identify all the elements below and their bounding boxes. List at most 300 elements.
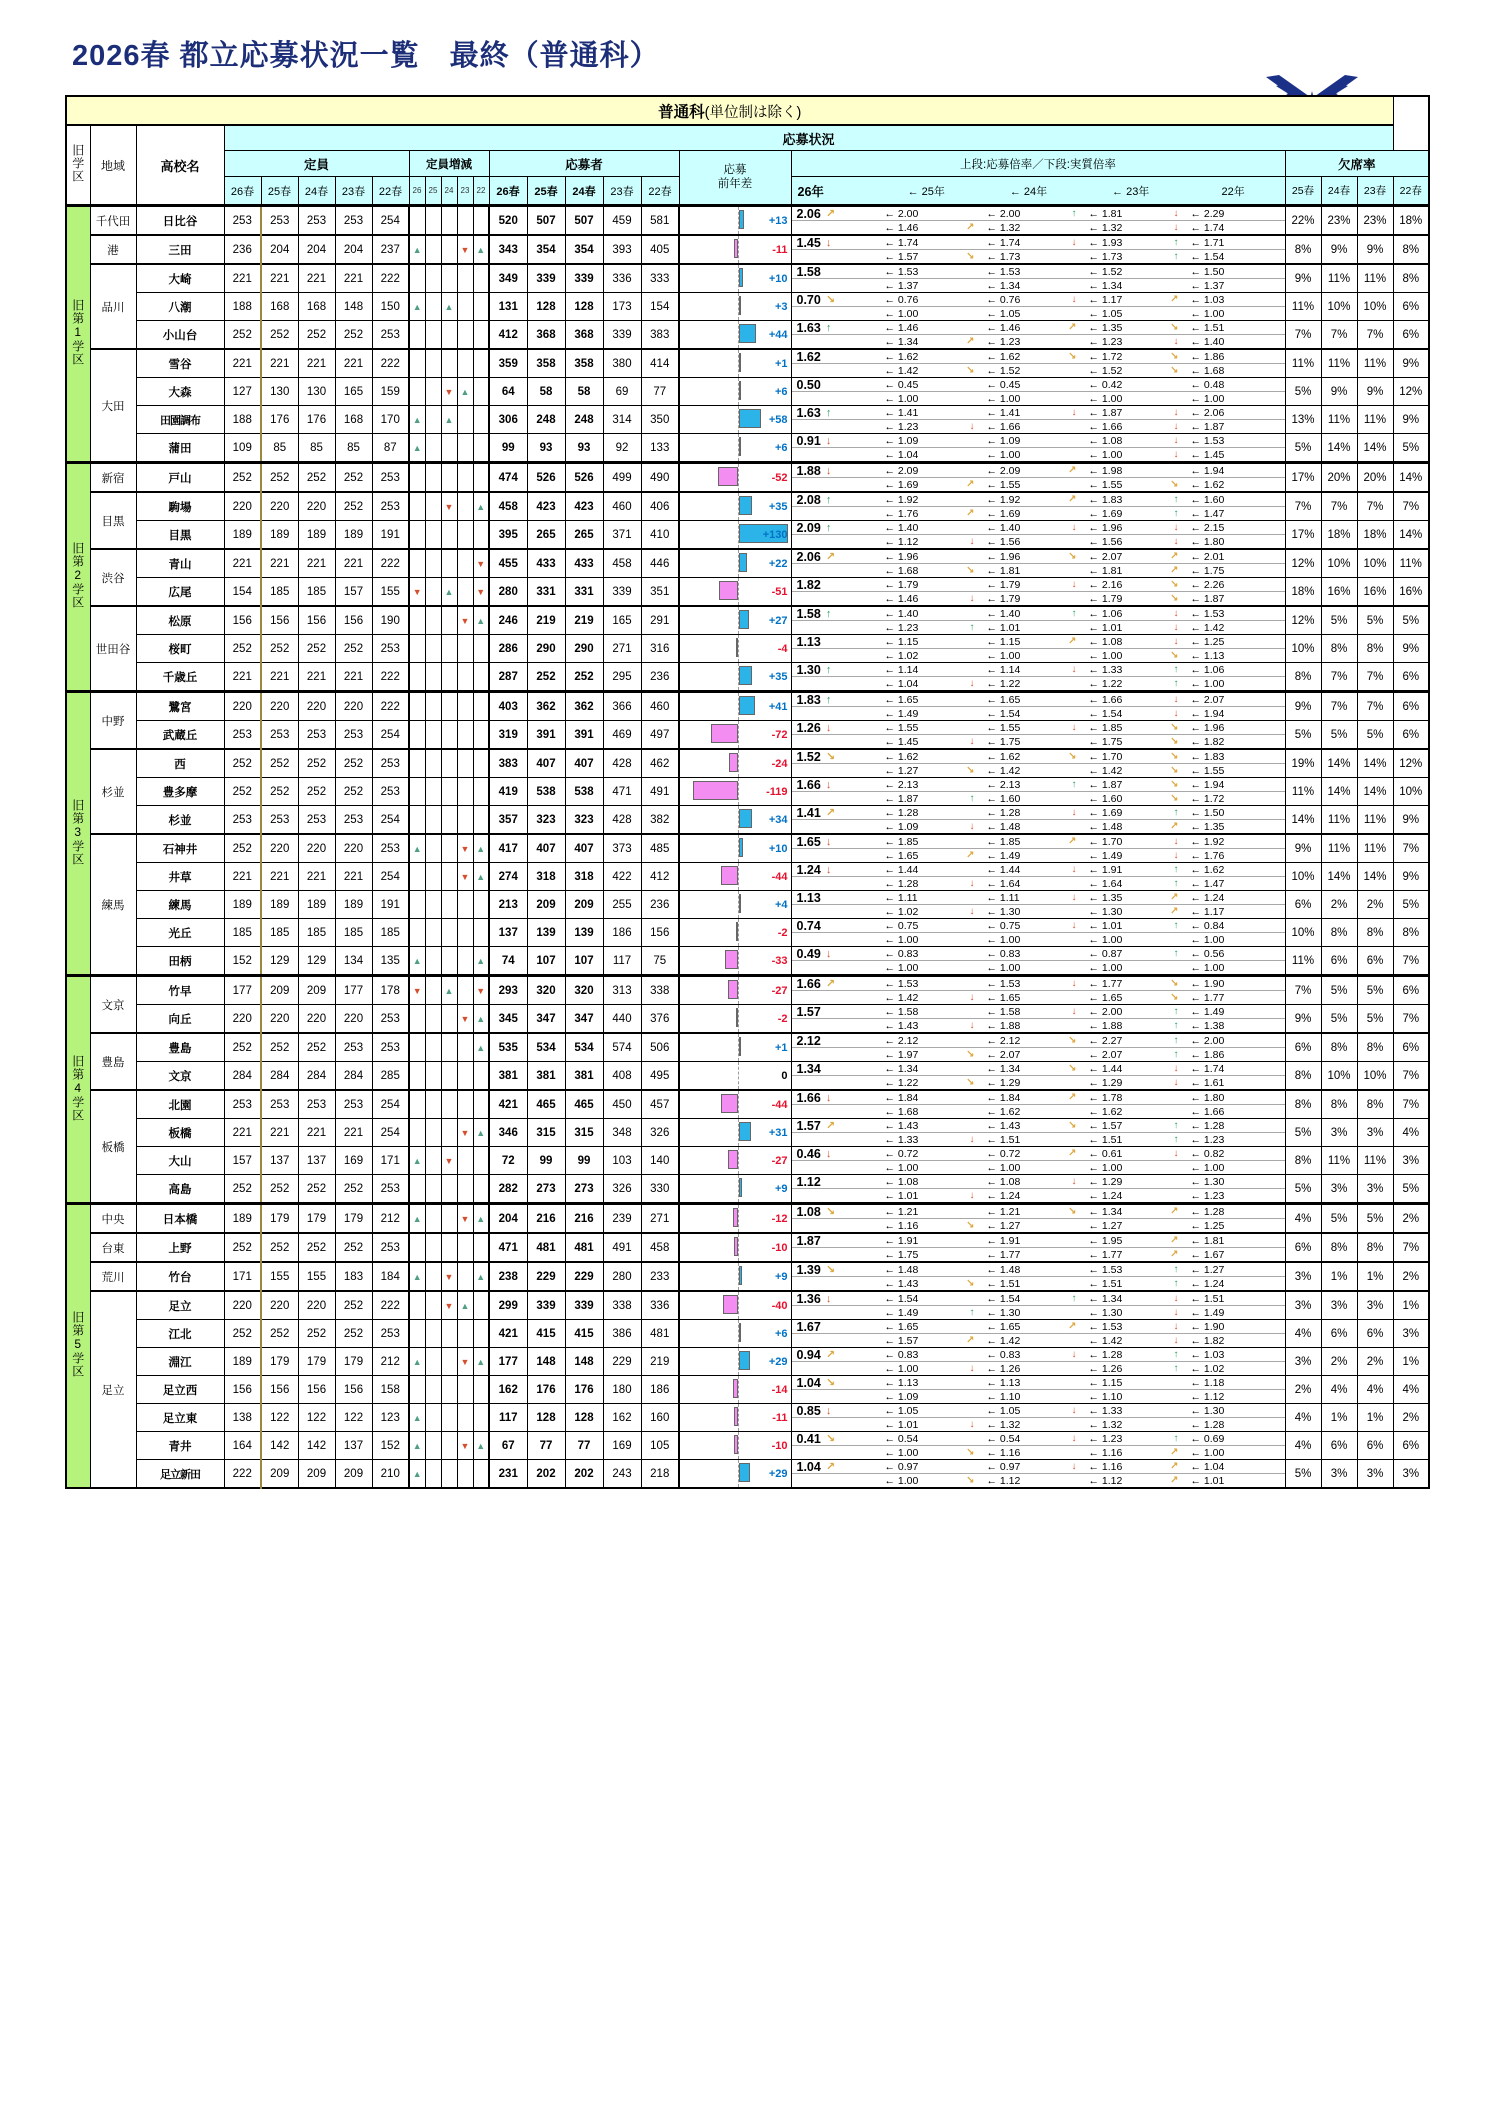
ratio-value xyxy=(1080,694,1182,706)
capacity-change-cell xyxy=(425,1204,441,1234)
ratio-value xyxy=(876,579,978,591)
applicants-value: 248 xyxy=(527,406,565,434)
applicants-value: 248 xyxy=(565,406,603,434)
triangle-up-icon: ▲ xyxy=(412,1155,422,1166)
school-name: 青山 xyxy=(136,549,224,578)
capacity-change-cell xyxy=(441,406,457,434)
ratio-value xyxy=(876,708,978,720)
ratio-value xyxy=(978,1363,1080,1375)
applicants-value: 265 xyxy=(527,521,565,550)
trend-arrow-icon: ↗ xyxy=(1170,1460,1179,1472)
table-row xyxy=(66,947,1429,976)
capacity-change-cell xyxy=(473,321,489,350)
ratio-number: ← 1.24 xyxy=(1190,891,1225,904)
table-row xyxy=(66,1175,1429,1204)
ratio-value xyxy=(792,522,876,534)
ratio-number: ← 1.42 xyxy=(884,364,919,377)
capacity-value: 254 xyxy=(372,806,409,835)
ratio-number: ← 1.13 xyxy=(1190,649,1225,662)
ratio-number: ← 1.70 xyxy=(1088,835,1123,848)
ratio-value xyxy=(1182,308,1285,320)
school-name: 桜町 xyxy=(136,635,224,663)
capacity-value: 221 xyxy=(224,863,261,891)
ratio-number: ← 1.73 xyxy=(986,250,1021,263)
applicants-value: 428 xyxy=(603,749,641,778)
applicants-value: 99 xyxy=(489,434,527,463)
table-row xyxy=(66,976,1429,1005)
trend-arrow-icon: ↘ xyxy=(1170,764,1179,776)
ratio-number: 0.85 xyxy=(796,1403,821,1418)
ratio-upper-line xyxy=(792,806,1285,820)
ratio-value xyxy=(876,208,978,220)
ratio-value xyxy=(1182,208,1285,220)
ratio-number: ← 1.08 xyxy=(1088,434,1123,447)
applicants-value: 391 xyxy=(527,721,565,750)
trend-arrow-icon: ↑ xyxy=(1071,607,1077,619)
ratio-value xyxy=(1182,536,1285,548)
capacity-value: 185 xyxy=(298,578,335,607)
ratio-value xyxy=(1080,1321,1182,1333)
applicants-value: 67 xyxy=(489,1432,527,1460)
area-cell: 中野 xyxy=(90,692,136,750)
triangle-down-icon: ▼ xyxy=(460,1013,470,1024)
ratio-upper-line xyxy=(792,663,1285,677)
applicants-value: 176 xyxy=(527,1376,565,1404)
applicants-value: 139 xyxy=(565,919,603,947)
ratio-number: ← 1.96 xyxy=(1088,521,1123,534)
ratio-number: ← 1.82 xyxy=(1190,1334,1225,1347)
diff-cell xyxy=(679,663,791,692)
diff-bar xyxy=(736,922,738,941)
ratio-number: 1.12 xyxy=(796,1174,821,1189)
ratio-value xyxy=(792,779,876,791)
applicants-value: 534 xyxy=(527,1033,565,1062)
ratio-number: ← 2.07 xyxy=(986,1048,1021,1061)
ratio-cell-group xyxy=(791,578,1285,607)
diff-value: +1 xyxy=(774,357,788,370)
ratio-value xyxy=(978,508,1080,520)
applicants-value: 107 xyxy=(527,947,565,976)
ratio-cell-group xyxy=(791,492,1285,521)
absence-rate-value: 5% xyxy=(1285,378,1321,406)
ratio-upper-line xyxy=(792,977,1285,991)
diff-bar xyxy=(739,437,741,456)
ratio-value xyxy=(978,565,1080,577)
ratio-value xyxy=(876,365,978,377)
applicants-value: 290 xyxy=(565,635,603,663)
ratio-value xyxy=(1182,708,1285,720)
ratio-value xyxy=(1182,1447,1285,1459)
capacity-value: 253 xyxy=(335,721,372,750)
trend-arrow-icon: ↘ xyxy=(825,293,836,306)
school-name: 目黒 xyxy=(136,521,224,550)
ratio-upper-line xyxy=(792,721,1285,735)
ratio-number: 1.57 xyxy=(796,1004,821,1019)
trend-arrow-icon: ↘ xyxy=(1068,1119,1077,1131)
applicants-value: 186 xyxy=(603,919,641,947)
applicants-value: 440 xyxy=(603,1005,641,1034)
ratio-number: 0.41 xyxy=(796,1431,821,1446)
capacity-value: 188 xyxy=(224,293,261,321)
trend-arrow-icon: ↑ xyxy=(825,693,832,706)
ratio-value xyxy=(1080,850,1182,862)
ratio-number: ← 1.22 xyxy=(884,1076,919,1089)
absence-rate-value: 8% xyxy=(1285,235,1321,264)
ratio-number: ← 2.07 xyxy=(1190,693,1225,706)
applicants-value: 58 xyxy=(527,378,565,406)
triangle-down-icon: ▼ xyxy=(460,843,470,854)
ratio-value xyxy=(978,1148,1080,1160)
trend-arrow-icon: ↘ xyxy=(1170,792,1179,804)
table-row xyxy=(66,778,1429,806)
ratio-value xyxy=(876,636,978,648)
ratio-number: 2.06 xyxy=(796,206,821,221)
ratio-number: ← 1.12 xyxy=(1190,1390,1225,1403)
ratio-value xyxy=(1182,1293,1285,1305)
applicants-value: 219 xyxy=(641,1348,679,1376)
ratio-number: ← 1.23 xyxy=(986,335,1021,348)
ratio-value xyxy=(1182,294,1285,306)
ratio-value xyxy=(876,308,978,320)
ratio-value xyxy=(792,751,876,763)
ratio-value xyxy=(978,664,1080,676)
absence-rate-value: 5% xyxy=(1285,721,1321,750)
ratio-number: ← 1.14 xyxy=(986,663,1021,676)
ratio-value xyxy=(876,1278,978,1290)
ratio-cell-group xyxy=(791,1291,1285,1320)
capacity-value: 85 xyxy=(261,434,298,463)
capacity-change-cell xyxy=(473,264,489,293)
ratio-value xyxy=(876,736,978,748)
ratio-number: ← 1.49 xyxy=(986,849,1021,862)
ratio-value xyxy=(1182,934,1285,946)
ratio-number: ← 1.23 xyxy=(884,621,919,634)
ratio-value xyxy=(978,850,1080,862)
capacity-change-cell xyxy=(473,1404,489,1432)
capacity-change-cell xyxy=(409,1062,425,1091)
capacity-change-cell xyxy=(425,235,441,264)
capacity-value: 221 xyxy=(298,349,335,378)
absence-rate-value: 10% xyxy=(1357,1062,1393,1091)
triangle-down-icon: ▼ xyxy=(412,586,422,597)
ratio-value xyxy=(1080,1433,1182,1445)
ratio-value xyxy=(876,678,978,690)
ratio-value xyxy=(1182,1049,1285,1061)
capacity-change-cell xyxy=(409,549,425,578)
capacity-change-cell xyxy=(425,692,441,721)
ratio-number: ← 1.76 xyxy=(1190,849,1225,862)
diff-cell xyxy=(679,891,791,919)
ratio-value xyxy=(1182,322,1285,334)
ratio-lower-line xyxy=(792,677,1285,690)
ratio-upper-line xyxy=(792,1376,1285,1390)
trend-arrow-icon: ↗ xyxy=(966,478,975,490)
capacity-value: 252 xyxy=(224,1233,261,1262)
ratio-number: ← 1.54 xyxy=(1088,707,1123,720)
capacity-value: 209 xyxy=(261,1460,298,1489)
capacity-change-cell xyxy=(473,692,489,721)
district-label: 旧第5学区 xyxy=(70,1311,85,1378)
trend-arrow-icon: ↑ xyxy=(1173,1348,1179,1360)
ratio-lower-line xyxy=(792,392,1285,405)
capacity-change-cell xyxy=(457,1376,473,1404)
applicants-value: 239 xyxy=(603,1204,641,1234)
ratio-value xyxy=(1182,992,1285,1004)
trend-arrow-icon: ↓ xyxy=(969,677,975,689)
ratio-lower-line xyxy=(792,448,1285,461)
capacity-value: 155 xyxy=(372,578,409,607)
applicants-value: 173 xyxy=(603,293,641,321)
absence-rate-value: 3% xyxy=(1357,1291,1393,1320)
capacity-value: 220 xyxy=(261,834,298,863)
ratio-value xyxy=(876,280,978,292)
ratio-value xyxy=(978,336,1080,348)
absence-rate-value: 7% xyxy=(1393,1005,1429,1034)
ratio-number: ← 1.62 xyxy=(1190,478,1225,491)
diff-cell xyxy=(679,378,791,406)
diff-bar xyxy=(719,581,738,600)
absence-rate-value: 14% xyxy=(1393,521,1429,550)
trend-arrow-icon: ↓ xyxy=(969,592,975,604)
applicants-value: 162 xyxy=(489,1376,527,1404)
ratio-number: ← 1.29 xyxy=(1088,1076,1123,1089)
absence-rate-value: 5% xyxy=(1321,606,1357,635)
applicants-value: 216 xyxy=(565,1204,603,1234)
applicants-value: 229 xyxy=(565,1262,603,1291)
diff-bar xyxy=(739,381,741,400)
capacity-change-cell xyxy=(457,1233,473,1262)
diff-bar xyxy=(733,1379,738,1398)
absence-rate-value: 8% xyxy=(1357,1090,1393,1119)
ratio-number: ← 1.66 xyxy=(1088,693,1123,706)
ratio-value xyxy=(978,1206,1080,1218)
ratio-lower-line xyxy=(792,1189,1285,1202)
school-name: 青井 xyxy=(136,1432,224,1460)
capacity-change-cell xyxy=(457,463,473,493)
ratio-number: ← 1.68 xyxy=(884,564,919,577)
capacity-change-cell xyxy=(409,863,425,891)
capacity-value: 209 xyxy=(335,1460,372,1489)
ratio-number: ← 1.40 xyxy=(986,607,1021,620)
triangle-up-icon: ▲ xyxy=(476,1271,486,1282)
absence-rate-value: 6% xyxy=(1393,1432,1429,1460)
capacity-change-cell xyxy=(441,919,457,947)
ratio-value xyxy=(876,850,978,862)
ratio-value xyxy=(1080,1106,1182,1118)
area-cell: 文京 xyxy=(90,976,136,1034)
capacity-value: 220 xyxy=(298,834,335,863)
capacity-change-cell xyxy=(457,863,473,891)
applicants-value: 99 xyxy=(565,1147,603,1175)
ratio-value xyxy=(1182,1307,1285,1319)
ratio-number: ← 1.53 xyxy=(884,265,919,278)
capacity-value: 252 xyxy=(224,749,261,778)
capacity-value: 284 xyxy=(261,1062,298,1091)
applicants-value: 459 xyxy=(603,206,641,236)
ratio-number: ← 1.46 xyxy=(884,321,919,334)
trend-arrow-icon: ↓ xyxy=(969,535,975,547)
ratio-number: ← 1.05 xyxy=(986,1404,1021,1417)
capacity-change-cell xyxy=(425,721,441,750)
ratio-lower-line xyxy=(792,221,1285,234)
ratio-number: ← 1.48 xyxy=(884,1263,919,1276)
capacity-change-cell xyxy=(473,1233,489,1262)
capacity-change-cell xyxy=(409,606,425,635)
ratio-number: ← 0.97 xyxy=(986,1460,1021,1473)
ratio-value xyxy=(978,536,1080,548)
ratio-value xyxy=(1080,1278,1182,1290)
ratio-number: ← 1.87 xyxy=(1088,778,1123,791)
ratio-number: 1.36 xyxy=(796,1291,821,1306)
applicants-value: 219 xyxy=(527,606,565,635)
applicants-value: 295 xyxy=(603,663,641,692)
capacity-value: 252 xyxy=(261,635,298,663)
capacity-change-cell xyxy=(473,1262,489,1291)
district-label: 旧第4学区 xyxy=(70,1054,85,1122)
absence-rate-value: 3% xyxy=(1393,1460,1429,1489)
ratio-value xyxy=(876,1120,978,1132)
ratio-number: 1.34 xyxy=(796,1061,821,1076)
ratio-lower-line xyxy=(792,1248,1285,1261)
capacity-change-cell xyxy=(409,1291,425,1320)
ratio-value xyxy=(792,1206,876,1218)
ratio-number: ← 1.37 xyxy=(884,279,919,292)
triangle-up-icon: ▲ xyxy=(412,1468,422,1479)
ratio-value xyxy=(1182,878,1285,890)
applicants-value: 358 xyxy=(527,349,565,378)
ratio-number: ← 1.00 xyxy=(884,1446,919,1459)
capacity-value: 168 xyxy=(335,406,372,434)
ratio-number: ← 1.03 xyxy=(1190,1348,1225,1361)
capacity-change-cell xyxy=(473,235,489,264)
ratio-value xyxy=(792,208,876,220)
triangle-down-icon: ▼ xyxy=(460,1127,470,1138)
ratio-value xyxy=(876,1106,978,1118)
ratio-number: ← 1.70 xyxy=(1088,750,1123,763)
ratio-value xyxy=(978,365,1080,377)
applicants-value: 339 xyxy=(527,264,565,293)
capacity-value: 221 xyxy=(224,549,261,578)
trend-arrow-icon: ↓ xyxy=(1173,1320,1179,1332)
trend-arrow-icon: ↑ xyxy=(825,406,832,419)
capacity-change-cell xyxy=(457,1175,473,1204)
ratio-lower-line xyxy=(792,1133,1285,1146)
ratio-value xyxy=(1182,1433,1285,1445)
ratio-value xyxy=(876,878,978,890)
capacity-change-cell xyxy=(425,349,441,378)
ratio-value xyxy=(876,1148,978,1160)
ratio-number: ← 1.00 xyxy=(884,1362,919,1375)
ratio-number: ← 0.76 xyxy=(884,293,919,306)
capacity-change-cell xyxy=(457,578,473,607)
table-row xyxy=(66,206,1429,236)
capacity-change-cell xyxy=(409,1119,425,1147)
capacity-value: 284 xyxy=(298,1062,335,1091)
capacity-change-cell xyxy=(473,578,489,607)
ratio-value xyxy=(792,1176,876,1188)
applicants-value: 77 xyxy=(527,1432,565,1460)
absence-rate-value: 3% xyxy=(1321,1291,1357,1320)
ratio-number: ← 1.69 xyxy=(986,507,1021,520)
ratio-value xyxy=(1182,393,1285,405)
applicants-value: 481 xyxy=(565,1233,603,1262)
ratio-value xyxy=(1080,934,1182,946)
absence-rate-value: 6% xyxy=(1393,1033,1429,1062)
applicants-value: 140 xyxy=(641,1147,679,1175)
applicants-value: 343 xyxy=(489,235,527,264)
ratio-number: ← 1.01 xyxy=(1088,919,1123,932)
ratio-value xyxy=(876,906,978,918)
applicants-value: 282 xyxy=(489,1175,527,1204)
ratio-number: ← 1.80 xyxy=(1190,1091,1225,1104)
capacity-value: 183 xyxy=(335,1262,372,1291)
ratio-value xyxy=(978,736,1080,748)
capacity-value: 236 xyxy=(224,235,261,264)
ratio-number: ← 1.13 xyxy=(986,1376,1021,1389)
trend-arrow-icon: ↑ xyxy=(1173,877,1179,889)
capacity-value: 253 xyxy=(372,749,409,778)
capacity-value: 220 xyxy=(261,1005,298,1034)
applicants-value: 290 xyxy=(527,635,565,663)
applicants-value: 412 xyxy=(641,863,679,891)
trend-arrow-icon: ↘ xyxy=(825,1205,836,1218)
absence-rate-value: 5% xyxy=(1285,434,1321,463)
capacity-value: 185 xyxy=(298,919,335,947)
trend-arrow-icon: ↘ xyxy=(966,764,975,776)
capacity-value: 253 xyxy=(335,1090,372,1119)
ratio-lower-line xyxy=(792,1362,1285,1375)
absence-rate-value: 5% xyxy=(1285,1119,1321,1147)
ratio-number: ← 1.28 xyxy=(986,806,1021,819)
diff-axis-line xyxy=(738,1404,739,1431)
capacity-change-cell xyxy=(473,1090,489,1119)
capacity-value: 122 xyxy=(261,1404,298,1432)
trend-arrow-icon: ↑ xyxy=(1173,663,1179,675)
ratio-upper-line xyxy=(792,750,1285,764)
ratio-number: ← 1.79 xyxy=(884,578,919,591)
ratio-number: ← 1.30 xyxy=(1190,1175,1225,1188)
capacity-change-cell xyxy=(473,663,489,692)
ratio-value xyxy=(978,551,1080,563)
ratio-value xyxy=(792,722,876,734)
capacity-value: 252 xyxy=(298,463,335,493)
area-cell: 足立 xyxy=(90,1291,136,1488)
applicants-value: 412 xyxy=(489,321,527,350)
applicants-value: 137 xyxy=(489,919,527,947)
diff-axis-line xyxy=(738,750,739,777)
ratio-number: ← 1.44 xyxy=(884,863,919,876)
ratio-number: ← 1.88 xyxy=(1088,1019,1123,1032)
trend-arrow-icon: ↓ xyxy=(1173,1062,1179,1074)
applicants-value: 186 xyxy=(641,1376,679,1404)
triangle-up-icon: ▲ xyxy=(412,1412,422,1423)
ratio-value xyxy=(1182,1006,1285,1018)
capacity-change-cell xyxy=(425,434,441,463)
ratio-value xyxy=(1080,1293,1182,1305)
ratio-number: ← 1.90 xyxy=(1190,1320,1225,1333)
ratio-value xyxy=(1182,920,1285,932)
table-row xyxy=(66,1033,1429,1062)
school-name: 竹早 xyxy=(136,976,224,1005)
diff-value: -14 xyxy=(771,1383,788,1396)
district-cell xyxy=(66,1204,90,1489)
capacity-change-cell xyxy=(425,293,441,321)
ratio-number: ← 1.53 xyxy=(986,265,1021,278)
capacity-value: 220 xyxy=(298,692,335,721)
diff-bar xyxy=(739,610,749,629)
trend-arrow-icon: ↘ xyxy=(1170,592,1179,604)
ratio-number: ← 1.74 xyxy=(1190,1062,1225,1075)
